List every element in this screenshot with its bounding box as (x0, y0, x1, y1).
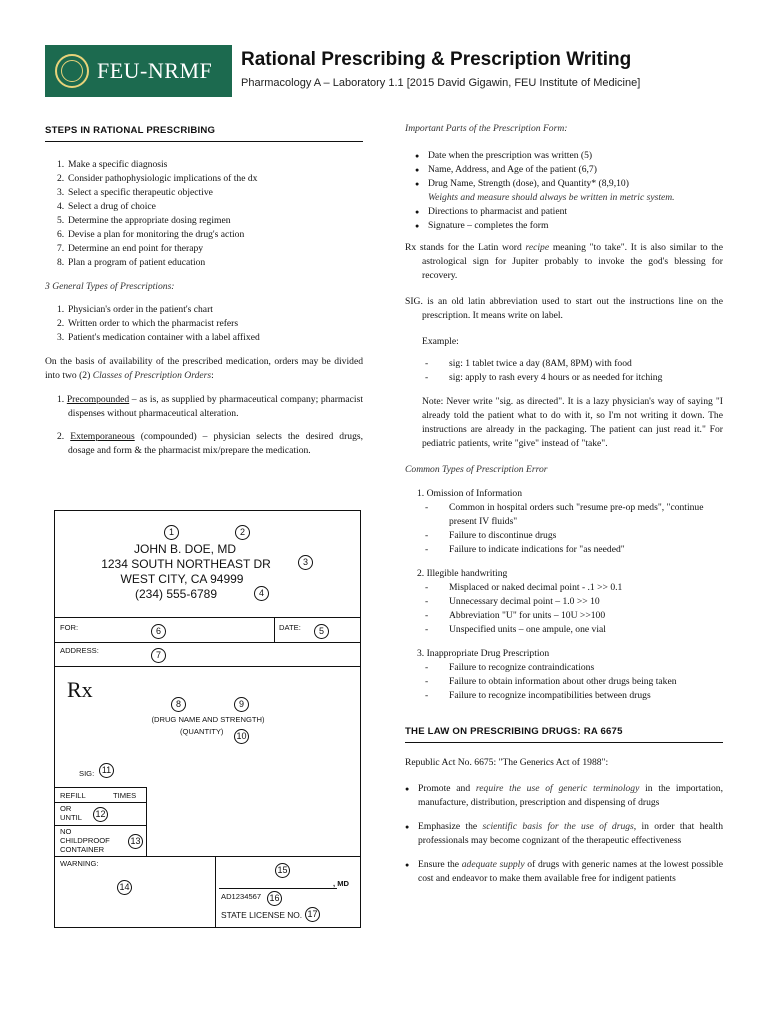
state-license-label: STATE LICENSE NO. (221, 910, 303, 920)
law-list (405, 782, 723, 886)
or-label: OR (60, 804, 72, 813)
list-item: 6. Devise a plan for monitoring the drug's action (57, 229, 245, 240)
callout-number: 10 (234, 729, 249, 744)
types-list (57, 303, 363, 345)
list-item: ● Ensure the adequate supply of drugs with generic names at the lowest possible cost and endeavor to make them available free for indigent patients (405, 858, 723, 886)
rx-definition: Rx stands for the Latin word recipe meaning "to take". It is also similar to the astrological sign for Jupiter probably to invoke the god's blessing for recovery. (405, 242, 723, 281)
childproof-label: CHILDPROOF (60, 836, 110, 845)
types-heading: 3 General Types of Prescriptions: (45, 281, 175, 292)
class-item: 2. Extemporaneous (compounded) – physician selects the desired drugs, dosage and form & the pharmacist mix/prepare the medication. (57, 431, 363, 456)
prescriber-address-line1: 1234 SOUTH NORTHEAST DR (101, 557, 271, 571)
divider (146, 787, 147, 856)
no-label: NO (60, 827, 72, 836)
list-item: - sig: apply to rash every 4 hours or as needed for itching (425, 371, 723, 385)
for-label: FOR: (60, 623, 79, 632)
prescription-form (54, 510, 361, 928)
divider (274, 617, 275, 642)
list-item: - Failure to obtain information about other drugs being taken (425, 675, 723, 689)
callout-number: 7 (151, 648, 166, 663)
warning-label: WARNING: (60, 859, 99, 868)
list-item: 7. Determine an end point for therapy (57, 243, 204, 254)
prescriber-address-line2: WEST CITY, CA 94999 (120, 572, 244, 586)
document-header (45, 45, 725, 97)
callout-number: 11 (99, 763, 114, 778)
list-item: - Failure to discontinue drugs (425, 529, 723, 543)
list-item: 8. Plan a program of patient education (57, 257, 206, 268)
callout-number: 3 (298, 555, 313, 570)
divider (55, 617, 360, 618)
list-item: - Misplaced or naked decimal point - .1 >> 0.1 (425, 581, 723, 595)
steps-heading: STEPS IN RATIONAL PRESCRIBING (45, 124, 363, 142)
divider (55, 825, 146, 826)
list-item: 5. Determine the appropriate dosing regimen (57, 215, 231, 226)
example-label: Example: (422, 336, 459, 347)
class-item: 1. Precompounded – as is, as supplied by pharmaceutical company; pharmacist dispenses without pharmaceutical alteration. (57, 394, 363, 419)
list-item: ● Name, Address, and Age of the patient (6,7) (415, 163, 723, 177)
document-subtitle: Pharmacology A – Laboratory 1.1 [2015 David Gigawin, FEU Institute of Medicine] (241, 77, 641, 89)
list-item: 4. Select a drug of choice (57, 201, 156, 212)
parts-note: Weights and measure should always be written in metric system. (428, 192, 675, 203)
seal-icon (55, 54, 89, 88)
list-item: ● Directions to pharmacist and patient (415, 205, 723, 219)
rx-symbol-icon: Rx (67, 677, 93, 702)
callout-number: 14 (117, 880, 132, 895)
list-item: 2. Consider pathophysiologic implications of the dx (57, 173, 258, 184)
list-item: 1. Physician's order in the patient's chart (57, 304, 213, 315)
list-item: - Unnecessary decimal point – 1.0 >> 10 (425, 595, 723, 609)
error-group (405, 647, 723, 703)
signature-line (219, 888, 337, 889)
drug-name-label: (DRUG NAME AND STRENGTH) (151, 715, 265, 724)
container-label: CONTAINER (60, 845, 105, 854)
error-title: 1. Omission of Information (417, 488, 522, 499)
divider (55, 787, 146, 788)
list-item: - Common in hospital orders such "resume pre-op meds", "continue present IV fluids" (425, 501, 723, 529)
md-label: , MD (333, 879, 350, 888)
parts-list-continued (415, 205, 723, 233)
republic-act-line: Republic Act No. 6675: "The Generics Act of 1988": (405, 757, 609, 768)
callout-number: 12 (93, 807, 108, 822)
callout-number: 8 (171, 697, 186, 712)
parts-list (415, 149, 723, 191)
callout-number: 15 (275, 863, 290, 878)
callout-number: 1 (164, 525, 179, 540)
until-label: UNTIL (60, 813, 82, 822)
list-item: - Failure to recognize contraindications (425, 661, 723, 675)
callout-number: 2 (235, 525, 250, 540)
parts-heading: Important Parts of the Prescription Form: (405, 123, 568, 134)
times-label: TIMES (113, 791, 137, 800)
list-item: - sig: 1 tablet twice a day (8AM, 8PM) with food (425, 357, 723, 371)
refill-label: REFILL (60, 791, 86, 800)
document-title: Rational Prescribing & Prescription Writing (241, 49, 632, 70)
list-item: - Unspecified units – one ampule, one vial (425, 623, 723, 637)
list-item: - Abbreviation "U" for units – 10U >>100 (425, 609, 723, 623)
sig-definition: SIG. is an old latin abbreviation used to start out the instructions line on the prescription. It means write on label. (405, 296, 723, 321)
callout-number: 13 (128, 834, 143, 849)
error-group (405, 487, 723, 557)
right-column (405, 122, 723, 886)
list-item: ● Emphasize the scientific basis for the use of drugs, in order that health professionals may become cognizant of the therapeutic effectiveness (405, 820, 723, 848)
list-item: 3. Select a specific therapeutic objective (57, 187, 213, 198)
classes-intro: On the basis of availability of the prescribed medication, orders may be divided into two (2) Classes of Prescription Orders: (45, 356, 363, 381)
sig-note: Note: Never write "sig. as directed". It is a lazy physician's way of saying "I already told the patient what to do with it, so I'm not writing it down. The instructions are already in the packaging. The patient can just read it." For pediatric patients, write "give" instead of "take". (422, 396, 723, 449)
list-item: 2. Written order to which the pharmacist refers (57, 318, 239, 329)
list-item: ● Drug Name, Strength (dose), and Quantity* (8,9,10) (415, 177, 723, 191)
dea-number: AD1234567 (221, 892, 262, 901)
divider (215, 856, 216, 928)
sig-label: SIG: (79, 769, 95, 778)
callout-number: 4 (254, 586, 269, 601)
error-title: 3. Inappropriate Drug Prescription (417, 648, 550, 659)
list-item: 3. Patient's medication container with a label affixed (57, 332, 260, 343)
address-label: ADDRESS: (60, 646, 99, 655)
list-item: ● Promote and require the use of generic terminology in the importation, manufacture, distribution, prescription and dispensing of drugs (405, 782, 723, 810)
errors-heading: Common Types of Prescription Error (405, 464, 548, 475)
logo-text: FEU-NRMF (97, 58, 213, 83)
divider (55, 856, 360, 857)
list-item: 1. Make a specific diagnosis (57, 159, 168, 170)
prescriber-phone: (234) 555-6789 (134, 587, 218, 601)
divider (55, 666, 360, 667)
error-title: 2. Illegible handwriting (417, 568, 508, 579)
institution-logo (45, 45, 232, 97)
quantity-label: (QUANTITY) (180, 727, 224, 736)
error-group (405, 567, 723, 637)
list-item: ● Date when the prescription was written (5) (415, 149, 723, 163)
callout-number: 6 (151, 624, 166, 639)
example-list (425, 357, 723, 385)
callout-number: 5 (314, 624, 329, 639)
list-item: ● Signature – completes the form (415, 219, 723, 233)
list-item: - Failure to indicate indications for "as needed" (425, 543, 723, 557)
steps-list (57, 158, 363, 270)
left-column (45, 124, 363, 458)
divider (55, 642, 360, 643)
date-label: DATE: (279, 623, 301, 632)
law-heading: THE LAW ON PRESCRIBING DRUGS: RA 6675 (405, 725, 723, 743)
callout-number: 9 (234, 697, 249, 712)
callout-number: 16 (267, 891, 282, 906)
divider (55, 802, 146, 803)
list-item: - Failure to recognize incompatibilities between drugs (425, 689, 723, 703)
callout-number: 17 (305, 907, 320, 922)
prescriber-name: JOHN B. DOE, MD (133, 542, 236, 556)
